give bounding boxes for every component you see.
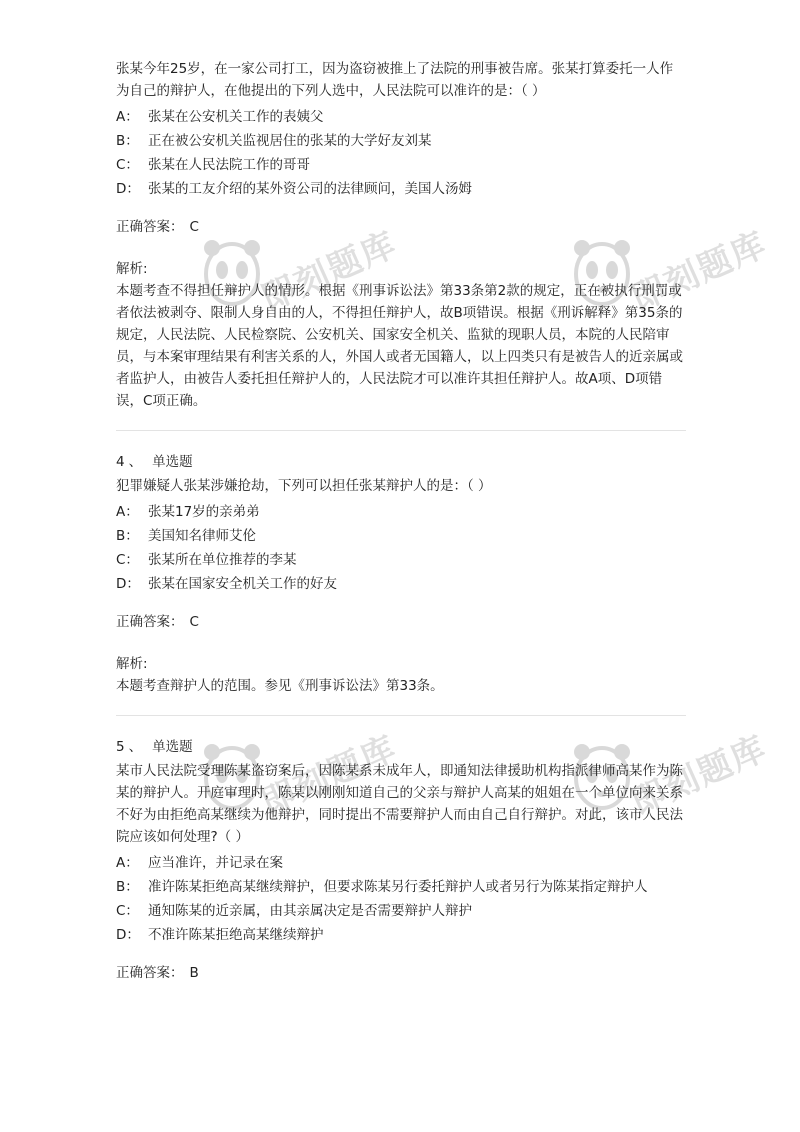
answer-label: 正确答案：	[116, 614, 184, 630]
option-d	[116, 178, 686, 202]
correct-answer	[116, 216, 686, 238]
question-header	[116, 451, 686, 473]
correct-answer	[116, 962, 686, 984]
watermark-text: 即刻题库	[625, 728, 774, 824]
answer-label: 正确答案：	[116, 965, 184, 981]
question-number: 4	[116, 454, 125, 470]
option-label: B：	[116, 528, 139, 544]
option-b	[116, 525, 686, 549]
option-text: 正在被公安机关监视居住的张某的大学好友刘某	[148, 133, 432, 149]
explanation-title: 解析:	[116, 261, 148, 277]
option-label: C：	[116, 157, 139, 173]
option-b	[116, 876, 686, 900]
question-5	[116, 736, 686, 984]
divider	[116, 715, 686, 716]
correct-answer	[116, 611, 686, 633]
answer-value: B	[189, 965, 199, 981]
option-text: 张某在人民法院工作的哥哥	[148, 157, 310, 173]
option-label: A：	[116, 855, 139, 871]
option-label: C：	[116, 903, 139, 919]
option-c	[116, 900, 686, 924]
question-stem: 犯罪嫌疑人张某涉嫌抢劫，下列可以担任张某辩护人的是：（ ）	[116, 478, 492, 494]
option-text: 张某在公安机关工作的表姨父	[148, 109, 324, 125]
option-a	[116, 501, 686, 525]
option-text: 通知陈某的近亲属，由其亲属决定是否需要辩护人辩护	[148, 903, 472, 919]
answer-value: C	[189, 614, 199, 630]
option-label: C：	[116, 552, 139, 568]
option-text: 美国知名律师艾伦	[148, 528, 256, 544]
option-d	[116, 924, 686, 948]
option-label: A：	[116, 504, 139, 520]
option-label: D：	[116, 927, 140, 943]
question-stem: 张某今年25岁，在一家公司打工，因为盗窃被推上了法院的刑事被告席。张某打算委托一人作为自己的辩护人，在他提出的下列人选中，人民法院可以准许的是：（ ）	[116, 61, 674, 99]
option-text: 应当准许，并记录在案	[148, 855, 283, 871]
question-header	[116, 736, 686, 758]
watermark-text: 即刻题库	[255, 728, 404, 824]
question-separator: 、	[128, 739, 143, 755]
option-text: 准许陈某拒绝高某继续辩护，但要求陈某另行委托辩护人或者另行为陈某指定辩护人	[148, 879, 648, 895]
option-text: 不准许陈某拒绝高某继续辩护	[148, 927, 324, 943]
explanation-title: 解析:	[116, 656, 148, 672]
answer-label: 正确答案：	[116, 219, 184, 235]
explanation-text: 本题考查不得担任辩护人的情形。根据《刑事诉讼法》第33条第2款的规定，正在被执行刑罚或者依法被剥夺、限制人身自由的人，不得担任辩护人，故B项错误。根据《刑诉解释》第35条的规定，人民法院、人民检察院、公安机关、国家安全机关、监狱的现职人员，本院的人民陪审员，与本案审理结果有利害关系的人，外国人或者无国籍人，以上四类只有是被告人的近亲属或者监护人，由被告人委托担任辩护人的，人民法院才可以准许其担任辩护人。故A项、D项错误，C项正确。	[116, 283, 683, 409]
option-label: A：	[116, 109, 139, 125]
option-text: 张某的工友介绍的某外资公司的法律顾问，美国人汤姆	[148, 181, 472, 197]
question-type: 单选题	[152, 739, 193, 755]
question-4	[116, 451, 686, 697]
option-label: B：	[116, 879, 139, 895]
option-text: 张某17岁的亲弟弟	[148, 504, 260, 520]
option-a	[116, 852, 686, 876]
question-stem: 某市人民法院受理陈某盗窃案后，因陈某系未成年人，即通知法律援助机构指派律师高某作为陈某的辩护人。开庭审理时，陈某以刚刚知道自己的父亲与辩护人高某的姐姐在一个单位向来关系不好为由拒绝高某继续为他辩护，同时提出不需要辩护人而由自己自行辩护。对此，该市人民法院应该如何处理?（ ）	[116, 763, 683, 845]
option-a	[116, 106, 686, 130]
question-number: 5	[116, 739, 125, 755]
question-separator: 、	[128, 454, 143, 470]
document-page	[116, 58, 686, 984]
option-d	[116, 573, 686, 597]
question-3	[116, 58, 686, 412]
watermark-text: 即刻题库	[625, 224, 774, 320]
watermark-text: 即刻题库	[255, 224, 404, 320]
divider	[116, 430, 686, 431]
option-b	[116, 130, 686, 154]
option-c	[116, 549, 686, 573]
option-label: D：	[116, 181, 140, 197]
option-label: D：	[116, 576, 140, 592]
option-c	[116, 154, 686, 178]
explanation-text: 本题考查辩护人的范围。参见《刑事诉讼法》第33条。	[116, 678, 444, 694]
option-label: B：	[116, 133, 139, 149]
option-text: 张某在国家安全机关工作的好友	[148, 576, 337, 592]
question-type: 单选题	[152, 454, 193, 470]
option-text: 张某所在单位推荐的李某	[148, 552, 297, 568]
answer-value: C	[189, 219, 199, 235]
